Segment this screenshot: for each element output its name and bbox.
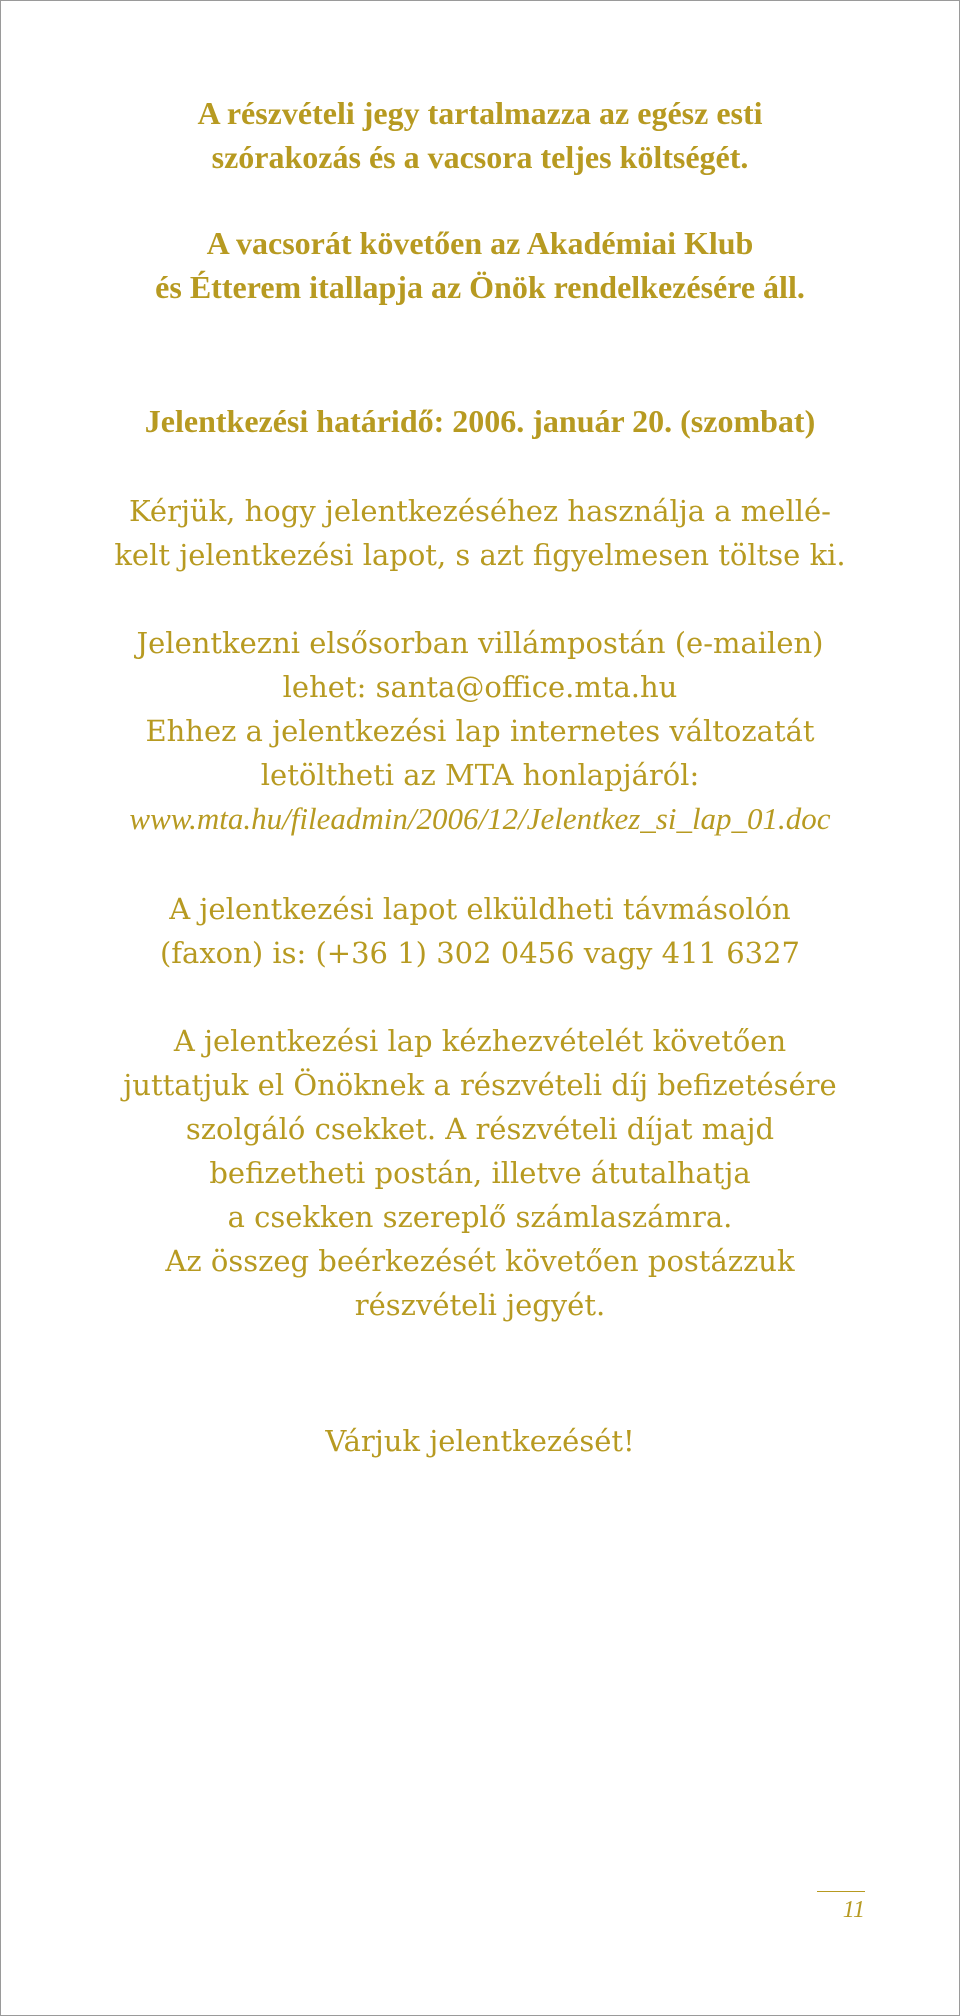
club-line-2: és Étterem itallapja az Önök rendelkezésére áll. (155, 269, 805, 305)
email-line-3: Ehhez a jelentkezési lap internetes változatát (145, 714, 815, 748)
form-note-line-1: Kérjük, hogy jelentkezéséhez használja a mellé- (129, 494, 831, 528)
fax-line-1: A jelentkezési lapot elküldheti távmásolón (169, 892, 791, 926)
payment-line-7: részvételi jegyét. (354, 1288, 606, 1322)
email-line-1: Jelentkezni elsősorban villámpostán (e-mailen) (136, 626, 824, 660)
page-number-rule (817, 1891, 865, 1892)
club-line-1: A vacsorát követően az Akadémiai Klub (206, 225, 754, 261)
payment-line-3: szolgáló csekket. A részvételi díjat majd (185, 1112, 775, 1146)
download-url: www.mta.hu/fileadmin/2006/12/Jelentkez_si_lap_01.doc (129, 801, 831, 836)
email-line-2: lehet: santa@office.mta.hu (282, 670, 678, 704)
fax-line-2: (faxon) is: (+36 1) 302 0456 vagy 411 6327 (159, 936, 801, 970)
page-number: 11 (842, 1897, 865, 1923)
intro-line-1: A részvételi jegy tartalmazza az egész esti (197, 95, 763, 131)
payment-line-4: befizetheti postán, illetve átutalhatja (209, 1156, 751, 1190)
deadline-heading: Jelentkezési határidő: 2006. január 20. (szombat) (144, 403, 816, 439)
form-note-line-2: kelt jelentkezési lapot, s azt figyelmesen töltse ki. (114, 538, 846, 572)
closing-line: Várjuk jelentkezését! (325, 1424, 635, 1458)
payment-line-5: a csekken szereplő számlaszámra. (227, 1200, 733, 1234)
payment-line-1: A jelentkezési lap kézhezvételét követően (173, 1024, 787, 1058)
payment-line-6: Az összeg beérkezését követően postázzuk (165, 1244, 795, 1278)
email-line-4: letöltheti az MTA honlapjáról: (260, 758, 700, 792)
intro-line-2: szórakozás és a vacsora teljes költségét. (211, 139, 749, 175)
payment-line-2: juttatjuk el Önöknek a részvételi díj befizetésére (123, 1068, 837, 1102)
